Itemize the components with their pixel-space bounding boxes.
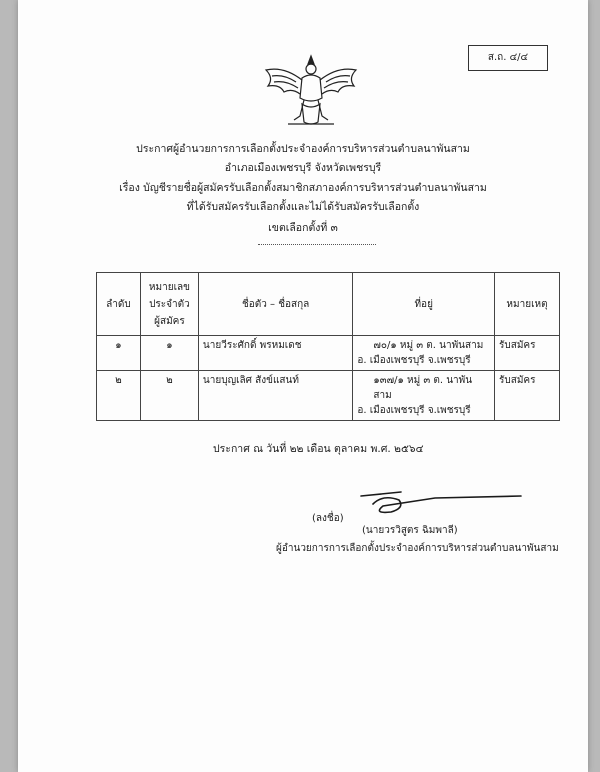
signatory-name: (นายวรวิสูตร ฉิมพาลี) (362, 525, 458, 536)
candidate-table (96, 272, 560, 421)
row-name: นายวีระศักดิ์ พรหมเดช (198, 336, 352, 371)
garuda-emblem-icon (262, 52, 360, 130)
row-remark: รับสมัคร (495, 371, 560, 421)
header-name: ชื่อตัว – ชื่อสกุล (198, 273, 352, 336)
header-number (140, 273, 198, 336)
header-line-3: เรื่อง บัญชีรายชื่อผู้สมัครรับเลือกตั้งสมาชิกสภาองค์การบริหารส่วนตำบลนาพันสาม (119, 182, 487, 194)
announcement-date: ประกาศ ณ วันที่ ๒๒ เดือน ตุลาคม พ.ศ. ๒๕๖๔ (213, 443, 424, 455)
signature-label: (ลงชื่อ) (312, 513, 344, 524)
table-row (97, 336, 560, 371)
row-no: ๑ (97, 336, 141, 371)
row-remark: รับสมัคร (495, 336, 560, 371)
header-number-line2: ประจำตัว (149, 298, 190, 310)
header-remark: หมายเหตุ (495, 273, 560, 336)
row-number: ๒ (140, 371, 198, 421)
row-address-line2: อ. เมืองเพชรบุรี จ.เพชรบุรี (357, 355, 471, 366)
row-no: ๒ (97, 371, 141, 421)
table-row (97, 371, 560, 421)
row-address (353, 336, 495, 371)
row-name: นายบุญเลิศ สังข์แสนท์ (198, 371, 352, 421)
row-number: ๑ (140, 336, 198, 371)
dotted-divider (258, 244, 376, 245)
table-header-row (97, 273, 560, 336)
header-line-2: อำเภอเมืองเพชรบุรี จังหวัดเพชรบุรี (224, 162, 382, 174)
header-number-line1: หมายเลข (148, 281, 190, 293)
signatory-title: ผู้อำนวยการการเลือกตั้งประจำองค์การบริหารส่วนตำบลนาพันสาม (276, 543, 559, 554)
form-code-box: ส.ถ. ๔/๔ (468, 45, 548, 71)
document-page (18, 0, 588, 772)
header-line-5: เขตเลือกตั้งที่ ๓ (268, 222, 338, 234)
header-no: ลำดับ (97, 273, 141, 336)
row-address-line1: ๗๐/๑ หมู่ ๓ ต. นาพันสาม (373, 340, 484, 351)
header-address: ที่อยู่ (353, 273, 495, 336)
row-address-line1: ๑๓๗/๑ หมู่ ๓ ต. นาพันสาม (373, 375, 473, 401)
handwritten-signature (343, 482, 533, 522)
row-address (353, 371, 495, 421)
row-address-line2: อ. เมืองเพชรบุรี จ.เพชรบุรี (357, 405, 471, 416)
header-number-line3: ผู้สมัคร (154, 315, 185, 327)
header-line-1: ประกาศผู้อำนวยการการเลือกตั้งประจำองค์การบริหารส่วนตำบลนาพันสาม (136, 143, 470, 155)
header-line-4: ที่ได้รับสมัครรับเลือกตั้งและไม่ได้รับสมัครรับเลือกตั้ง (186, 201, 420, 213)
